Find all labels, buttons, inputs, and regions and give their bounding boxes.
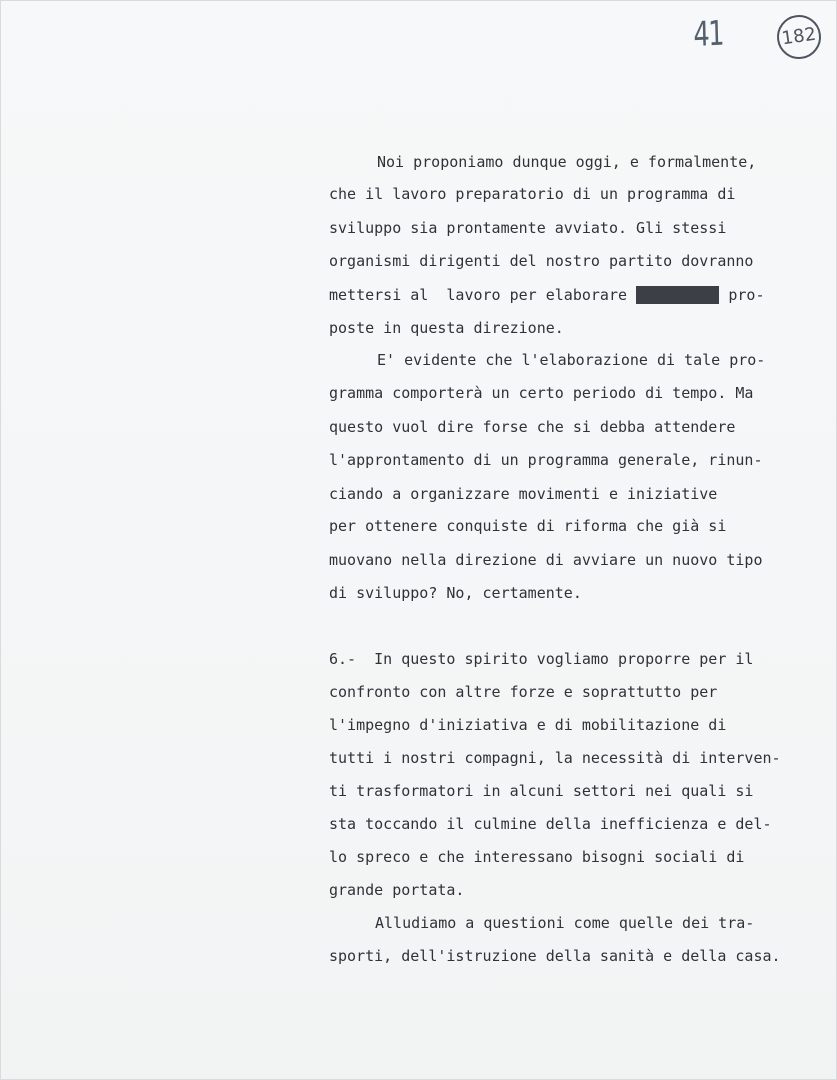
text-line: sviluppo sia prontamente avviato. Gli stessi <box>329 219 727 237</box>
text-line-part: pro- <box>728 286 765 304</box>
text-line: che il lavoro preparatorio di un programma di <box>329 185 736 203</box>
text-line: muovano nella direzione di avviare un nuovo tipo <box>329 551 763 569</box>
struck-out-words: le nostre <box>637 286 719 304</box>
text-line: Noi proponiamo dunque oggi, e formalmente, <box>377 153 757 171</box>
text-line: ti trasformatori in alcuni settori nei quali si <box>329 782 754 800</box>
text-line-with-strikeout <box>329 286 764 304</box>
text-line: l'approntamento di un programma generale, rinun- <box>329 451 763 469</box>
text-line: sta toccando il culmine della inefficienza e del- <box>329 815 772 833</box>
handwritten-page-number: 41 <box>693 13 724 55</box>
text-line: organismi dirigenti del nostro partito dovranno <box>329 252 754 270</box>
text-line: poste in questa direzione. <box>329 319 564 337</box>
text-line-part: mettersi al lavoro per elaborare <box>329 286 628 304</box>
text-line: l'impegno d'iniziativa e di mobilitazione di <box>329 716 727 734</box>
text-line: di sviluppo? No, certamente. <box>329 584 582 602</box>
text-line: tutti i nostri compagni, la necessità di interven- <box>329 749 781 767</box>
text-line: confronto con altre forze e soprattutto per <box>329 683 718 701</box>
text-line: sporti, dell'istruzione della sanità e della casa. <box>329 947 781 965</box>
text-line: ciando a organizzare movimenti e iniziative <box>329 485 718 503</box>
text-line: per ottenere conquiste di riforma che già si <box>329 517 727 535</box>
text-line: questo vuol dire forse che si debba attendere <box>329 418 736 436</box>
text-line: E' evidente che l'elaborazione di tale pro- <box>377 351 766 369</box>
section-heading-line: 6.- In questo spirito vogliamo proporre per il <box>329 650 754 668</box>
text-line: grande portata. <box>329 881 465 899</box>
text-line: lo spreco e che interessano bisogni sociali di <box>329 848 745 866</box>
archive-stamp: 182 <box>774 12 824 62</box>
text-line: gramma comporterà un certo periodo di tempo. Ma <box>329 384 754 402</box>
text-line: Alludiamo a questioni come quelle dei tra- <box>375 914 755 932</box>
